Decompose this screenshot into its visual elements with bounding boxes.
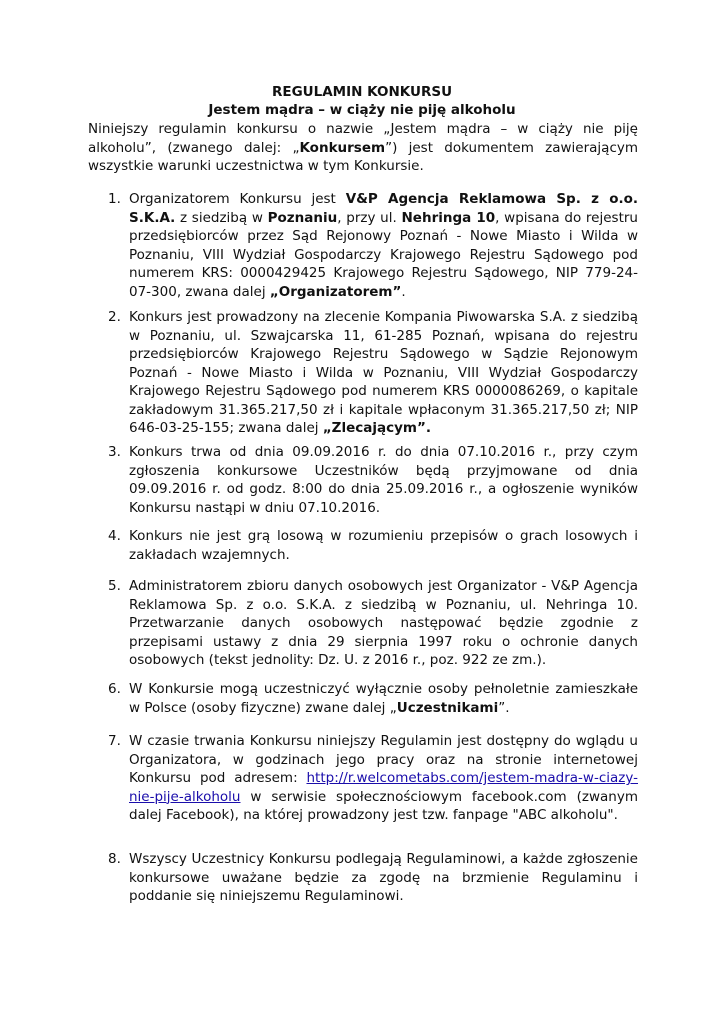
item-number: 6. [108,681,121,697]
item-text: Konkurs nie jest grą losową w rozumieniu przepisów o grach losowych i zakładach wzajemnych. [129,528,638,563]
list-item-5 [108,577,638,670]
item-number: 2. [108,309,121,325]
item-number: 4. [108,528,121,544]
item-text: , przy ul. [337,209,402,226]
item-body [129,308,638,438]
item-number: 1. [108,191,121,207]
item-text: W czasie trwania Konkursu niniejszy Regulamin jest dostępny do wglądu u Organizatora, w godzinach jego pracy oraz na stronie internetowej Konkursu pod adresem: [129,733,638,786]
item-text: Konkurs trwa od dnia 09.09.2016 r. do dnia 07.10.2016 r., przy czym zgłoszenia konkursowe Uczestników będą przyjmowane od dnia 09.09.2016 r. od godz. 8:00 do dnia 25.09.2016 r., a ogłoszenie wyników Konkursu nastąpi w dniu 07.10.2016. [129,444,638,516]
list-item-4 [108,527,638,564]
item-body [129,527,638,564]
list-item-1 [108,190,638,301]
item-text: Wszyscy Uczestnicy Konkursu podlegają Regulaminowi, a każde zgłoszenie konkursowe uważane będzie za zgodę na brzmienie Regulaminu i poddanie się niniejszemu Regulaminowi. [129,851,638,904]
item-body [129,850,638,906]
list-item-6 [108,680,638,717]
item-text: , wpisana do rejestru przedsiębiorców przez Sąd Rejonowy Poznań - Nowe Miasto i Wilda w Poznaniu, VIII Wydział Gospodarczy Krajowego Rejestru Sądowego pod numerem KRS: 0000429425 Krajowego Rejestru Sądowego, NIP 779-24-07-300, zwana dalej [129,209,638,300]
item-bold: Nehringa 10 [401,209,496,226]
list-item-2 [108,308,638,438]
item-body [129,190,638,301]
item-bold: V&P Agencja Reklamowa Sp. z o.o. S.K.A. [129,191,638,226]
intro-text-a: Niniejszy regulamin konkursu o nazwie „Jestem mądra – w ciąży nie piję alkoholu”, (zwanego dalej: „ [88,121,638,156]
item-text: Konkurs jest prowadzony na zlecenie Kompania Piwowarska S.A. z siedzibą w Poznaniu, ul. Szwajcarska 11, 61-285 Poznań, wpisana do rejestru przedsiębiorców Krajowego Rejestru Sądowego w Sądzie Rejonowym Poznań - Nowe Miasto i Wilda w Poznaniu, VIII Wydział Gospodarczy Krajowego Rejestru Sądowego pod numerem KRS 0000086269, o kapitale zakładowym 31.365.217,50 zł i kapitale wpłaconym 31.365.217,50 zł; NIP 646-03-25-155; zwana dalej [129,309,638,436]
item-number: 7. [108,733,121,749]
item-bold: Poznaniu [267,209,338,226]
item-bold: Uczestnikami [396,699,499,716]
item-number: 3. [108,444,121,460]
item-number: 5. [108,578,121,594]
contest-url-link[interactable]: http://r.welcometabs.com/jestem-madra-w-ciazy-nie-pije-alkoholu [129,770,638,805]
item-text: Administratorem zbioru danych osobowych jest Organizator - V&P Agencja Reklamowa Sp. z o.o. S.K.A. z siedzibą w Poznaniu, ul. Nehringa 10. Przetwarzanie danych osobowych następować będzie zgodnie z przepisami ustawy z dnia 29 sierpnia 1997 roku o ochronie danych osobowych (tekst jednolity: Dz. U. z 2016 r., poz. 922 ze zm.). [129,578,638,668]
intro-bold: Konkursem [299,139,386,156]
item-text: W Konkursie mogą uczestniczyć wyłącznie osoby pełnoletnie zamieszkałe w Polsce (osoby fizyczne) zwane dalej „ [129,681,638,716]
item-text: ”. [498,699,510,716]
item-body [129,577,638,670]
item-text: z siedzibą w [175,209,268,226]
item-body [129,680,638,717]
intro-paragraph [88,120,638,176]
item-body [129,443,638,517]
document-title: REGULAMIN KONKURSU [271,84,453,100]
intro-text-c: ”) jest dokumentem zawierającym wszystkie warunki uczestnictwa w tym Konkursie. [88,139,639,174]
item-bold: „Organizatorem” [269,283,402,300]
item-number: 8. [108,851,121,867]
list-item-7 [108,732,638,825]
item-text: . [401,283,406,300]
item-body [129,732,638,825]
item-text: Organizatorem Konkursu jest [129,191,346,207]
list-item-8 [108,850,638,906]
item-bold: „Zlecającym”. [322,420,431,436]
list-item-3 [108,443,638,517]
item-text: w serwisie społecznościowym facebook.com (zwanym dalej Facebook), na której prowadzony jest tzw. fanpage "ABC alkoholu". [129,788,638,823]
document-subtitle: Jestem mądra – w ciąży nie piję alkoholu [208,102,516,118]
